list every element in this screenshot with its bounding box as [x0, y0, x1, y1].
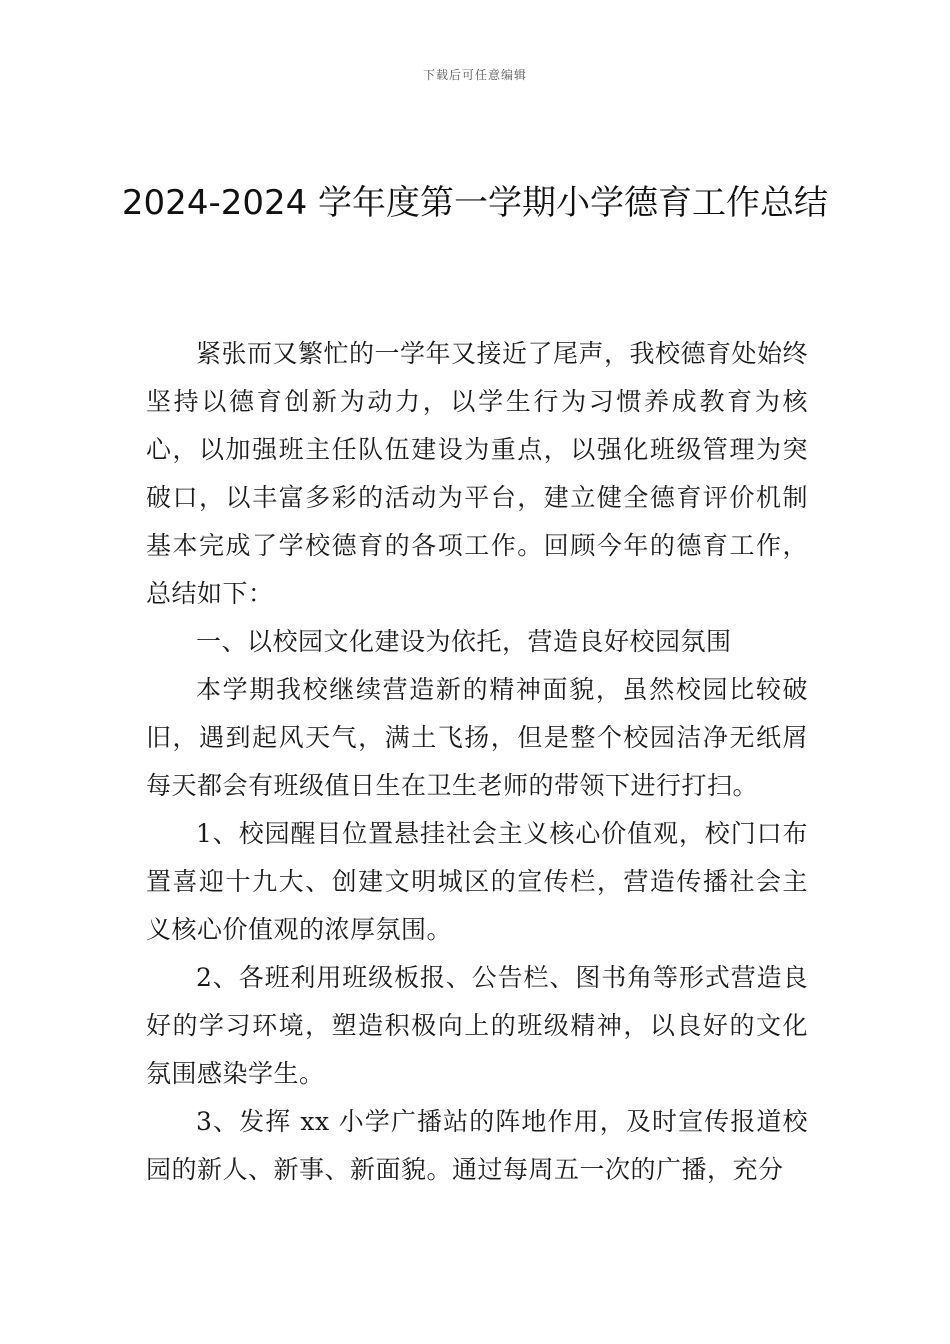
intro-paragraph: 紧张而又繁忙的一学年又接近了尾声，我校德育处始终坚持以德育创新为动力，以学生行为习惯养成教育为核心，以加强班主任队伍建设为重点，以强化班级管理为突破口，以丰富多彩的活动为平台，建立健全德育评价机制基本完成了学校德育的各项工作。回顾今年的德育工作，总结如下： — [146, 339, 809, 608]
header-note: 下载后可任意编辑 — [422, 68, 527, 82]
list-item-1: 1、校园醒目位置悬挂社会主义核心价值观，校门口布置喜迎十九大、创建文明城区的宣传栏，营造传播社会主义核心价值观的浓厚氛围。 — [146, 819, 808, 944]
document-title: 2024-2024 学年度第一学期小学德育工作总结 — [121, 183, 829, 223]
body-paragraph: 本学期我校继续营造新的精神面貌，虽然校园比较破旧，遇到起风天气，满土飞扬，但是整个校园洁净无纸屑每天都会有班级值日生在卫生老师的带领下进行打扫。 — [146, 675, 808, 800]
list-item-3: 3、发挥 xx 小学广播站的阵地作用，及时宣传报道校园的新人、新事、新面貌。通过每周五一次的广播，充分 — [146, 1107, 808, 1184]
list-item-2: 2、各班利用班级板报、公告栏、图书角等形式营造良好的学习环境，塑造积极向上的班级精神，以良好的文化氛围感染学生。 — [146, 963, 808, 1088]
document-body — [146, 330, 808, 1194]
section-heading: 一、以校园文化建设为依托，营造良好校园氛围 — [196, 627, 732, 656]
